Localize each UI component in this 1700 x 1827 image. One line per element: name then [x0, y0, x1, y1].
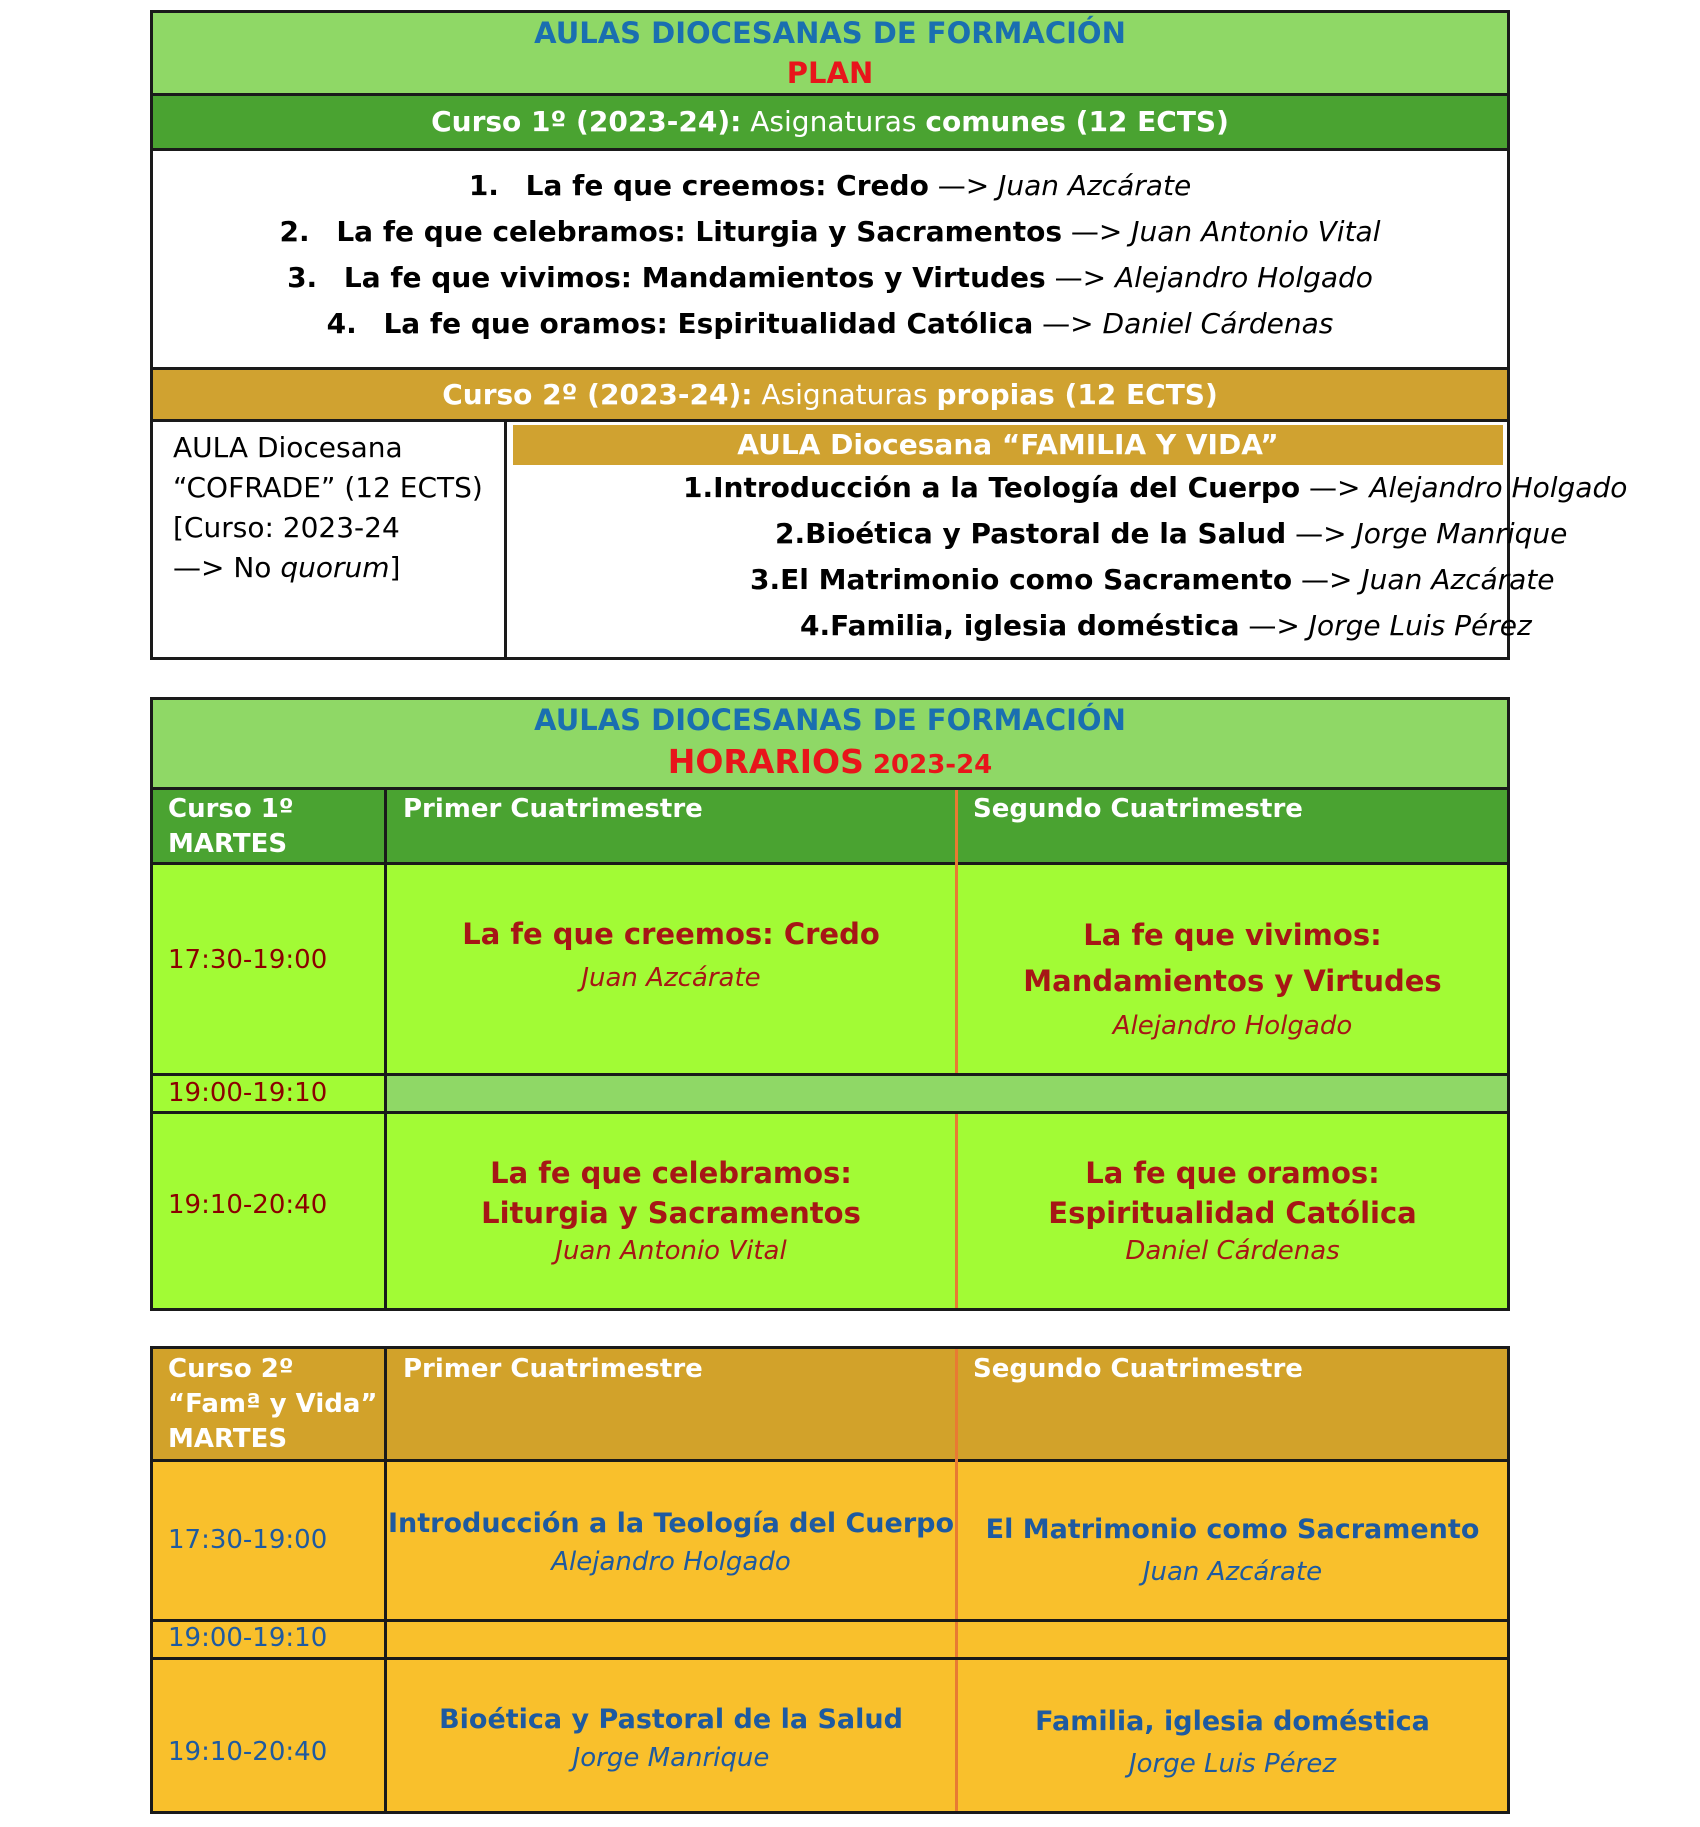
table-row: La fe que creemos: Credo Juan Azcárate: [462, 917, 880, 993]
curso2-bold: propias (12 ECTS): [936, 378, 1218, 411]
divider: [153, 1111, 1507, 1114]
curso2-col-second: Segundo Cuatrimestre: [973, 1354, 1303, 1384]
curso1-col-first: Primer Cuatrimestre: [403, 794, 703, 824]
plan-header: [153, 13, 1507, 96]
divider: [153, 1657, 1507, 1660]
horarios-curso1-table: [150, 697, 1510, 1311]
cofrade-cell: [153, 422, 507, 657]
cofrade-line: [Curso: 2023-24: [173, 511, 400, 544]
curso2-col0: Curso 2º “Famª y Vida” MARTES: [168, 1354, 378, 1454]
curso1-bold: comunes (12 ECTS): [925, 105, 1229, 138]
familia-header: AULA Diocesana “FAMILIA Y VIDA”: [513, 425, 1503, 465]
list-item: 2.Bioética y Pastoral de la Salud —> Jorge Manrique: [775, 517, 1568, 550]
curso1-col0: Curso 1º MARTES: [168, 794, 294, 859]
table-row: Introducción a la Teología del Cuerpo Alejandro Holgado: [387, 1508, 955, 1577]
list-item: 1.Introducción a la Teología del Cuerpo —> Alejandro Holgado: [683, 471, 1628, 504]
cofrade-line: AULA Diocesana: [173, 431, 403, 464]
cofrade-line: “COFRADE” (12 ECTS): [173, 471, 483, 504]
time-label: 19:10-20:40: [168, 1737, 328, 1767]
time-label: 17:30-19:00: [168, 1525, 328, 1555]
table-row: Bioética y Pastoral de la Salud Jorge Manrique: [439, 1704, 903, 1773]
list-item: 3. La fe que vivimos: Mandamientos y Virtudes —> Alejandro Holgado: [287, 261, 1373, 294]
curso2-middle: Asignaturas: [752, 378, 937, 411]
time-label: 19:10-20:40: [168, 1190, 328, 1220]
table-row: El Matrimonio como Sacramento Juan Azcárate: [985, 1514, 1480, 1587]
cofrade-line: —> No quorum]: [173, 551, 401, 584]
horarios-curso2-table: [150, 1346, 1510, 1814]
curso2-prefix: Curso 2º (2023-24):: [442, 378, 753, 411]
divider: [153, 1619, 1507, 1622]
list-item: 4. La fe que oramos: Espiritualidad Católica —> Daniel Cárdenas: [326, 307, 1334, 340]
list-item: 2. La fe que celebramos: Liturgia y Sacramentos —> Juan Antonio Vital: [279, 215, 1381, 248]
curso2-col-first: Primer Cuatrimestre: [403, 1354, 703, 1384]
curso1-column-header: [153, 790, 1507, 865]
curso1-bar: [153, 96, 1507, 151]
familia-subject-list: [510, 465, 1628, 649]
curso1-prefix: Curso 1º (2023-24):: [431, 105, 742, 138]
curso1-col-second: Segundo Cuatrimestre: [973, 794, 1303, 824]
curso2-bar: [153, 367, 1507, 422]
list-item: 3.El Matrimonio como Sacramento —> Juan Azcárate: [750, 563, 1555, 596]
table-row: La fe que celebramos: Liturgia y Sacramentos Juan Antonio Vital: [481, 1156, 861, 1266]
list-item: 1. La fe que creemos: Credo —> Juan Azcárate: [468, 169, 1192, 202]
plan-table: [150, 10, 1628, 660]
curso2-column-header: [153, 1349, 1507, 1462]
plan-subtitle: PLAN: [786, 56, 874, 90]
time-label: 19:00-19:10: [168, 1623, 328, 1653]
break-row-fill: [387, 1076, 1507, 1111]
plan-title: AULAS DIOCESANAS DE FORMACIÓN: [534, 16, 1126, 50]
curso1-subject-list: [153, 151, 1507, 367]
horarios-title: AULAS DIOCESANAS DE FORMACIÓN: [534, 703, 1126, 737]
curso1-middle: Asignaturas: [741, 105, 926, 138]
time-label: 19:00-19:10: [168, 1078, 328, 1108]
horarios-subtitle: HORARIOS 2023-24: [667, 742, 993, 781]
horarios-header: [153, 700, 1507, 790]
table-row: La fe que vivimos: Mandamientos y Virtudes Alejandro Holgado: [1023, 918, 1442, 1041]
list-item: 4.Familia, iglesia doméstica —> Jorge Luis Pérez: [800, 609, 1532, 642]
time-label: 17:30-19:00: [168, 945, 328, 975]
table-row: Familia, iglesia doméstica Jorge Luis Pérez: [1035, 1706, 1430, 1779]
table-row: La fe que oramos: Espiritualidad Católica Daniel Cárdenas: [1048, 1156, 1417, 1266]
